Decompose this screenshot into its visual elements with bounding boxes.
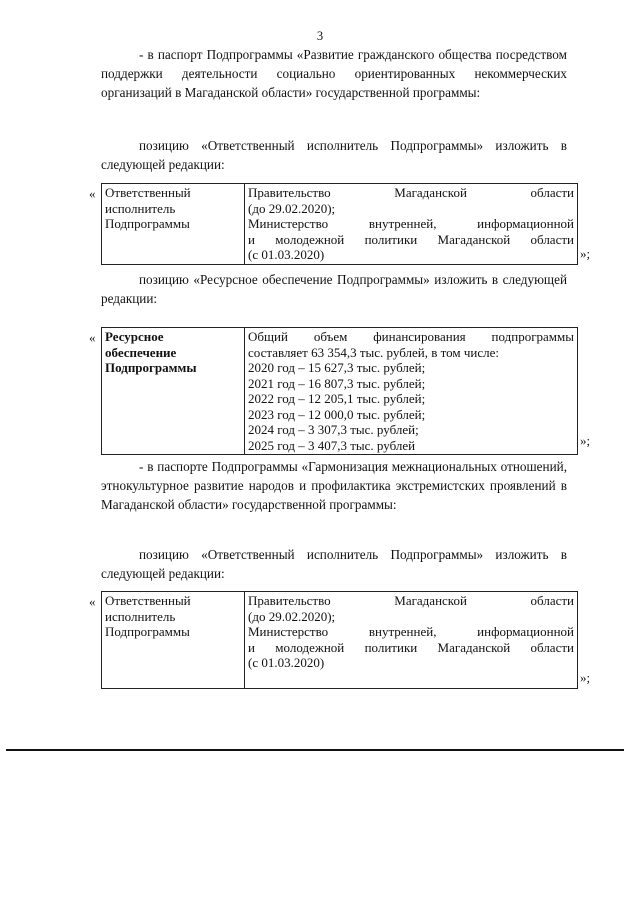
content-line: Правительство Магаданской области <box>248 593 574 608</box>
quote-close-3: »; <box>580 670 591 685</box>
quote-open-2: « <box>89 330 96 345</box>
content-line: Правительство Магаданской области <box>248 185 574 200</box>
label-line: исполнитель <box>105 608 176 624</box>
content-line: 2024 год – 3 307,3 тыс. рублей; <box>248 422 419 437</box>
content-line: 2023 год – 12 000,0 тыс. рублей; <box>248 406 426 422</box>
executor-label-cell-1 <box>102 184 245 265</box>
label-line: Ответственный <box>105 185 191 200</box>
label-line: обеспечение <box>105 344 177 360</box>
executor-content-cell-2 <box>245 592 578 689</box>
content-line: (до 29.02.2020); <box>248 608 336 624</box>
resources-label-cell <box>102 328 245 455</box>
content-line: составляет 63 354,3 тыс. рублей, в том числе: <box>248 344 499 360</box>
content-line: 2021 год – 16 807,3 тыс. рублей; <box>248 375 426 391</box>
resources-content-cell <box>245 328 578 455</box>
executor-label-cell-2 <box>102 592 245 689</box>
label-line: Подпрограммы <box>105 360 197 375</box>
label-line: исполнитель <box>105 200 176 216</box>
content-line: (с 01.03.2020) <box>248 655 325 670</box>
content-line: Министерство внутренней, информационной <box>248 216 574 231</box>
executor-content-cell-1 <box>245 184 578 265</box>
resources-table <box>101 327 578 455</box>
content-line: (с 01.03.2020) <box>248 247 325 262</box>
content-line: и молодежной политики Магаданской области <box>248 231 574 247</box>
quote-close-1: »; <box>580 246 591 261</box>
paragraph-position-resources: позицию «Ресурсное обеспечение Подпрограммы» изложить в следующей редакции: <box>101 272 567 306</box>
label-line: Подпрограммы <box>105 624 190 639</box>
content-line: (до 29.02.2020); <box>248 200 336 216</box>
paragraph-subprogram-harmonization: - в паспорте Подпрограммы «Гармонизация межнациональных отношений, этнокультурное развитие народов и профилактика экстремистских проявлений в Магаданской области» государственной программы: <box>101 459 567 512</box>
content-line: Министерство внутренней, информационной <box>248 624 574 639</box>
label-line: Подпрограммы <box>105 216 190 231</box>
label-line: Ресурсное <box>105 329 164 344</box>
quote-open-1: « <box>89 186 96 201</box>
content-line: 2020 год – 15 627,3 тыс. рублей; <box>248 360 426 375</box>
footer-divider <box>6 749 624 751</box>
executor-table-1 <box>101 183 578 265</box>
paragraph-position-executor-1: позицию «Ответственный исполнитель Подпрограммы» изложить в следующей редакции: <box>101 138 567 172</box>
content-line: 2025 год – 3 407,3 тыс. рублей <box>248 437 416 453</box>
content-line: 2022 год – 12 205,1 тыс. рублей; <box>248 391 426 406</box>
content-line: Общий объем финансирования подпрограммы <box>248 329 574 344</box>
executor-table-2 <box>101 591 578 689</box>
quote-close-2: »; <box>580 433 591 448</box>
page-number: 3 <box>316 29 324 43</box>
quote-open-3: « <box>89 594 96 609</box>
paragraph-position-executor-2: позицию «Ответственный исполнитель Подпрограммы» изложить в следующей редакции: <box>101 547 567 581</box>
label-line: Ответственный <box>105 593 191 608</box>
content-line: и молодежной политики Магаданской области <box>248 639 574 655</box>
paragraph-subprogram-civil-society: - в паспорт Подпрограммы «Развитие гражданского общества посредством поддержки деятельности социально ориентированных некоммерческих организаций в Магаданской области» государственной программы: <box>101 47 567 100</box>
